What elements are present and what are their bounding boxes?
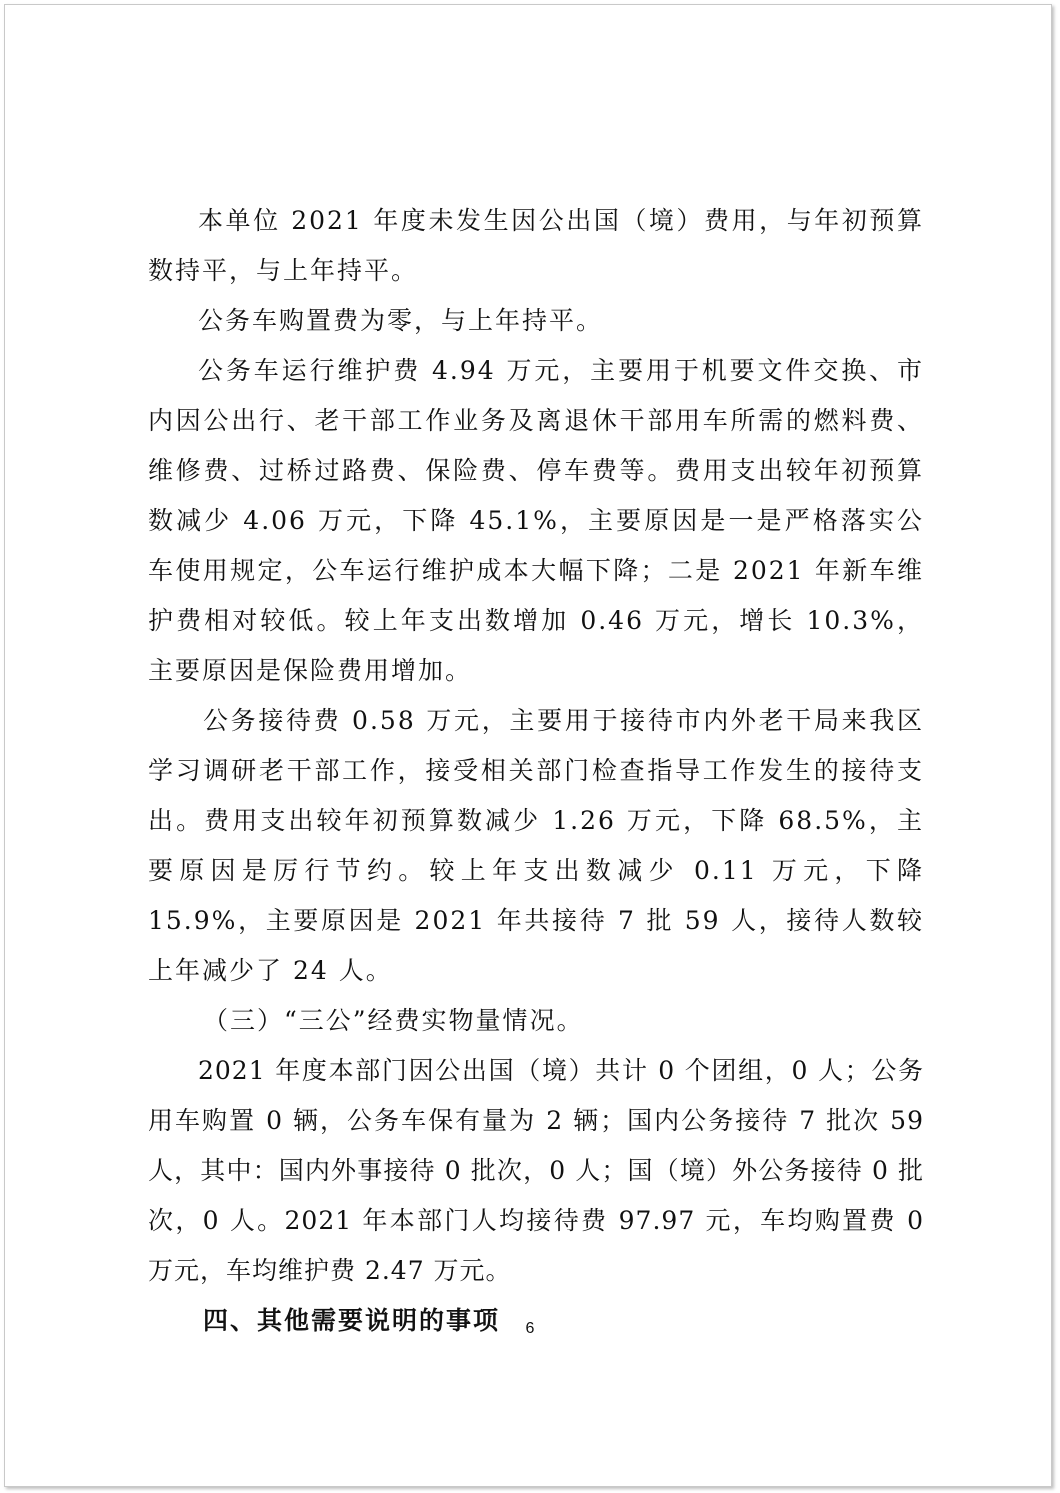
document-body	[148, 196, 924, 1346]
paragraph-reception: 公务接待费 0.58 万元，主要用于接待市内外老干局来我区学习调研老干部工作，接受相关部门检查指导工作发生的接待支出。费用支出较年初预算数减少 1.26 万元，下降 68.5%，主要原因是厉行节约。较上年支出数减少 0.11 万元，下降 15.9%，主要原因是 2021 年共接待 7 批 59 人，接待人数较上年减少了 24 人。	[148, 706, 924, 985]
page-number: 6	[525, 1320, 535, 1337]
paragraph-vehicle-purchase: 公务车购置费为零，与上年持平。	[198, 306, 604, 335]
section-heading-other-matters: 四、其他需要说明的事项	[203, 1306, 501, 1335]
paragraph-travel-abroad: 本单位 2021 年度未发生因公出国（境）费用，与年初预算数持平，与上年持平。	[148, 206, 924, 285]
subheading-physical-quantity: （三）“三公”经费实物量情况。	[203, 1006, 584, 1035]
paragraph-physical-quantity: 2021 年度本部门因公出国（境）共计 0 个团组，0 人；公务用车购置 0 辆，公务车保有量为 2 辆；国内公务接待 7 批次 59 人，其中：国内外事接待 0 批次，0 人；国（境）外公务接待 0 批次，0 人。2021 年本部门人均接待费 97.97 元，车均购置费 0 万元，车均维护费 2.47 万元。	[148, 1056, 924, 1285]
paragraph-vehicle-maintenance: 公务车运行维护费 4.94 万元，主要用于机要文件交换、市内因公出行、老干部工作业务及离退休干部用车所需的燃料费、维修费、过桥过路费、保险费、停车费等。费用支出较年初预算数减少 4.06 万元，下降 45.1%，主要原因是一是严格落实公车使用规定，公车运行维护成本大幅下降；二是 2021 年新车维护费相对较低。较上年支出数增加 0.46 万元，增长 10.3%，主要原因是保险费用增加。	[148, 356, 924, 685]
